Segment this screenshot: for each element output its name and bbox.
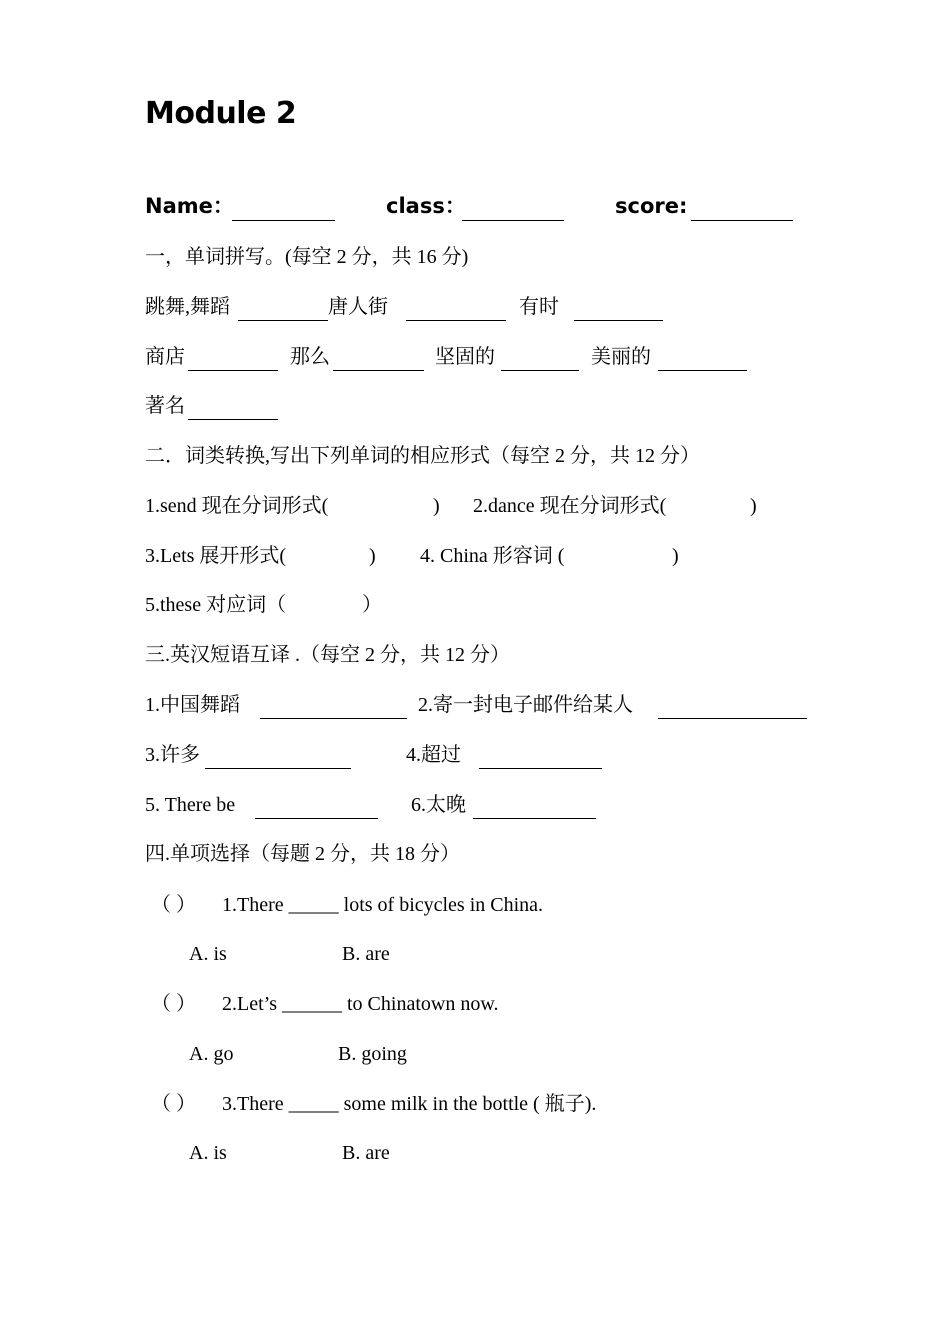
- answer-blank[interactable]: [188, 370, 278, 371]
- answer-paren[interactable]: （ ）: [151, 993, 196, 1015]
- answer-paren[interactable]: （ ）: [151, 894, 196, 916]
- answer-blank[interactable]: [238, 320, 328, 321]
- question-stem: 1.There _____ lots of bicycles in China.: [222, 894, 544, 916]
- word-item: 美丽的: [591, 346, 651, 368]
- paren-close: ): [672, 545, 679, 567]
- question-stem: 2.Let’s ______ to Chinatown now.: [222, 993, 499, 1015]
- paren-close: ): [433, 495, 440, 517]
- section-heading: 一，单词拼写。(每空 2 分，共 16 分): [145, 246, 469, 268]
- word-item: 那么: [290, 346, 330, 368]
- question-text: 2.dance 现在分词形式(: [473, 495, 667, 517]
- question-text: 5.these 对应词（: [145, 594, 287, 616]
- answer-blank[interactable]: [188, 419, 278, 420]
- section-heading: 三.英汉短语互译 .（每空 2 分，共 12 分）: [145, 644, 510, 666]
- phrase-item: 3.许多: [145, 744, 200, 766]
- class-blank[interactable]: [462, 220, 564, 221]
- option-a[interactable]: A. is: [189, 943, 227, 965]
- score-label: score:: [615, 194, 688, 218]
- answer-blank[interactable]: [255, 818, 378, 819]
- answer-blank[interactable]: [658, 718, 807, 719]
- question-text: 4. China 形容词 (: [420, 545, 565, 567]
- option-b[interactable]: B. are: [342, 1142, 390, 1164]
- paren-close: ): [750, 495, 757, 517]
- phrase-item: 4.超过: [406, 744, 461, 766]
- phrase-item: 6.太晚: [411, 794, 466, 816]
- score-blank[interactable]: [691, 220, 793, 221]
- answer-blank[interactable]: [333, 370, 424, 371]
- question-text: 1.send 现在分词形式(: [145, 495, 329, 517]
- option-a[interactable]: A. go: [189, 1043, 234, 1065]
- page-title: Module 2: [145, 96, 297, 131]
- name-blank[interactable]: [232, 220, 335, 221]
- option-b[interactable]: B. are: [342, 943, 390, 965]
- question-text: 3.Lets 展开形式(: [145, 545, 287, 567]
- phrase-item: 2.寄一封电子邮件给某人: [418, 694, 633, 716]
- class-label: class：: [386, 194, 466, 218]
- paren-close: ): [369, 545, 376, 567]
- word-item: 坚固的: [435, 346, 495, 368]
- answer-blank[interactable]: [479, 768, 602, 769]
- answer-paren[interactable]: （ ）: [151, 1093, 196, 1115]
- word-item: 唐人街: [328, 296, 388, 318]
- answer-blank[interactable]: [658, 370, 747, 371]
- option-b[interactable]: B. going: [338, 1043, 407, 1065]
- answer-blank[interactable]: [473, 818, 596, 819]
- phrase-item: 5. There be: [145, 794, 236, 816]
- answer-blank[interactable]: [406, 320, 506, 321]
- section-heading: 二．词类转换,写出下列单词的相应形式（每空 2 分，共 12 分）: [145, 445, 700, 467]
- word-item: 商店: [145, 346, 185, 368]
- word-item: 跳舞,舞蹈: [145, 296, 230, 318]
- word-item: 著名: [145, 395, 185, 417]
- answer-blank[interactable]: [205, 768, 351, 769]
- option-a[interactable]: A. is: [189, 1142, 227, 1164]
- section-heading: 四.单项选择（每题 2 分，共 18 分）: [145, 843, 460, 865]
- answer-blank[interactable]: [501, 370, 579, 371]
- question-stem: 3.There _____ some milk in the bottle ( 瓶子).: [222, 1093, 597, 1115]
- name-label: Name：: [145, 194, 234, 218]
- answer-blank[interactable]: [260, 718, 407, 719]
- answer-blank[interactable]: [574, 320, 663, 321]
- phrase-item: 1.中国舞蹈: [145, 694, 240, 716]
- word-item: 有时: [519, 296, 559, 318]
- paren-close: ）: [362, 594, 382, 616]
